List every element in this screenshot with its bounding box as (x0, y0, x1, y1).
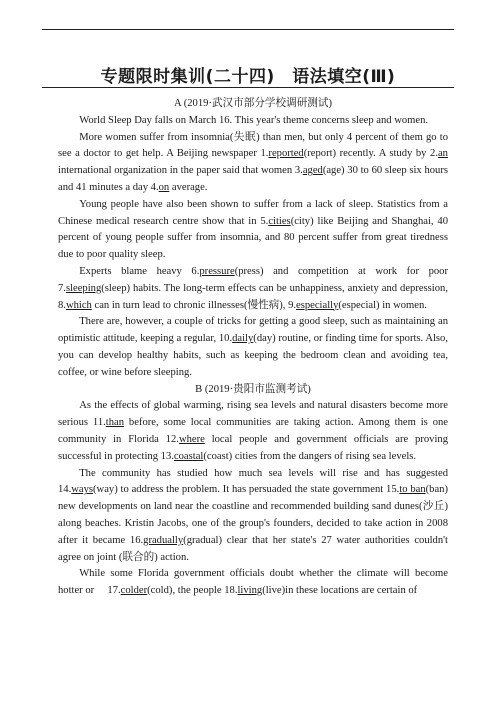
title-rule (42, 87, 454, 88)
paragraph (58, 264, 448, 314)
text-run: (sleep) habits. The long-term effects can be unhappiness, anxiety and depression, 8. (58, 282, 448, 311)
answer-blank: where (178, 433, 205, 445)
text-run: before, some local communities are taking action. Among them is one community in Florida 12. (58, 417, 448, 445)
paragraph (58, 566, 448, 600)
text-run: (live)in these locations are certain of (262, 585, 418, 597)
answer-blank: sleeping (65, 282, 102, 294)
paragraph (58, 466, 448, 567)
document-body (58, 96, 448, 600)
text-run: (ban) new developments on land near the coastline and recommended building sand dunes(沙丘) along beaches. Kristin Jacobs, one of the group's founders, decided to take action in 2008 after it became 16. (58, 484, 449, 546)
text-run: average. (169, 181, 208, 193)
answer-blank: aged (302, 165, 323, 177)
top-rule (42, 29, 454, 30)
text-run: (cold), the people 18. (147, 585, 238, 597)
answer-blank: colder (120, 585, 148, 597)
text-run: While some Florida government officials doubt whether the climate will become hotter or 17. (58, 568, 448, 597)
answer-blank: an (437, 148, 448, 160)
paragraph (58, 314, 448, 381)
answer-blank: on (158, 181, 170, 193)
answer-blank: ways (71, 484, 94, 496)
text-run: Experts blame heavy 6. (79, 265, 200, 277)
text-run: (gradual) clear that her state's 27 water authorities couldn't agree on joint (联合的) action. (58, 534, 449, 563)
text-run: (coast) cities from the dangers of rising sea levels. (203, 450, 417, 462)
text-run: World Sleep Day falls on March 16. This year's theme concerns sleep and women. (79, 114, 429, 126)
text-run: Young people have also been shown to suffer from a lack of sleep. Statistics from a Chinese medical research centre show that in 5. (58, 198, 448, 227)
answer-blank: than (105, 417, 125, 429)
answer-blank: reported (268, 148, 304, 160)
answer-blank: cities (268, 215, 291, 227)
text-run: (report) recently. A study by 2. (303, 148, 438, 160)
text-run: (press) and competition at work for poor 7. (58, 265, 448, 294)
section-heading: B (2019·贵阳市监测考试) (195, 383, 311, 395)
text-run: More women suffer from insomnia(失眠) than men, but only 4 percent of them go to see a doctor to get help. A Beijing newspaper 1. (58, 131, 448, 160)
text-run: There are, however, a couple of tricks for getting a good sleep, such as maintaining an optimistic attitude, keeping a regular, 10. (58, 316, 448, 345)
text-run: (city) like Beijing and Shanghai, 40 percent of young people suffer from insomnia, and 80 percent suffer from great tiredness due to poor quality sleep. (58, 215, 448, 261)
page-title: 专题限时集训(二十四) 语法填空(Ⅲ) (100, 67, 396, 87)
paragraph (58, 130, 448, 197)
paragraph (58, 113, 448, 130)
answer-blank: living (237, 585, 263, 597)
answer-blank: especially (296, 299, 339, 311)
text-run: (especial) in women. (338, 299, 427, 311)
text-run: local people and government officials are proving successful in protecting 13. (58, 433, 448, 462)
text-run: (day) routine, or finding time for sports. Also, you can develop healthy habits, such as keeping the bedroom clean and avoiding tea, coffee, or wine before sleeping. (58, 333, 448, 378)
section-heading: A (2019·武汉市部分学校调研测试) (173, 98, 332, 109)
text-run: international organization in the paper said that women 3. (58, 165, 303, 177)
text-run: can in turn lead to chronic illnesses(慢性病), 9. (91, 299, 297, 311)
text-run: As the effects of global warming, rising sea levels and natural disasters become more serious 11. (58, 400, 448, 429)
paragraph (58, 197, 448, 264)
answer-blank: coastal (173, 450, 204, 462)
answer-blank: daily (232, 333, 254, 345)
text-run: The community has studied how much sea levels will rise and has suggested 14. (58, 467, 448, 496)
answer-blank: which (65, 299, 92, 311)
answer-blank: to ban (399, 484, 426, 496)
answer-blank: pressure (199, 265, 235, 277)
answer-blank: gradually (143, 534, 184, 546)
text-run: (way) to address the problem. It has persuaded the state government 15. (93, 484, 400, 496)
paragraph (58, 398, 448, 465)
text-run: (age) 30 to 60 sleep six hours and 41 minutes a day 4. (58, 165, 448, 193)
